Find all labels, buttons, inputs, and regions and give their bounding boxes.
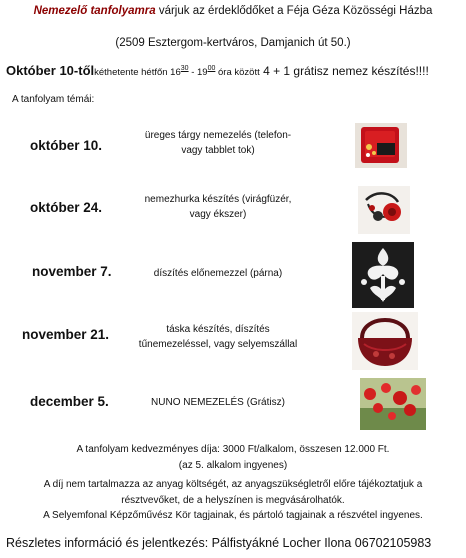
felt-jewelry-image bbox=[358, 186, 410, 234]
felt-bag-illustration bbox=[352, 312, 418, 370]
session-description bbox=[118, 323, 318, 352]
session-desc-line: NUNO NEMEZELÉS (Grátisz) bbox=[151, 397, 285, 408]
session-date: november 7. bbox=[32, 264, 112, 279]
session-description bbox=[118, 193, 318, 222]
session-description bbox=[118, 129, 318, 158]
poppies-illustration bbox=[360, 378, 426, 430]
ornament-illustration bbox=[352, 242, 414, 308]
session-desc-line: díszítés előnemezzel (párna) bbox=[153, 268, 283, 279]
session-description bbox=[118, 267, 318, 282]
phone-case-image bbox=[355, 123, 407, 168]
intro-line bbox=[0, 5, 466, 17]
materials-line: A díj nem tartalmazza az anyag költségét, az anyagszükségletről előre tájékoztatjuk a bbox=[43, 479, 423, 490]
session-date: október 24. bbox=[30, 200, 103, 215]
schedule-offer: 4 + 1 grátisz nemez készítés!!!! bbox=[259, 64, 429, 78]
schedule-frequency: kéthetente hétfőn 16 bbox=[94, 67, 181, 78]
felt-jewelry-illustration bbox=[358, 186, 410, 234]
session-date: november 21. bbox=[22, 327, 110, 342]
session-desc-line: tűnemezeléssel, vagy selyemszállal bbox=[138, 338, 298, 350]
schedule-hours: óra között bbox=[215, 67, 260, 78]
time-start-minutes: 30 bbox=[180, 65, 189, 72]
schedule-line bbox=[6, 63, 466, 78]
start-date: Október 10-től bbox=[6, 63, 95, 78]
course-name: Nemezelő tanfolyamra bbox=[33, 5, 156, 17]
session-desc-line: nemezhurka készítés (virágfüzér, bbox=[144, 194, 292, 205]
felt-bag-image bbox=[352, 312, 418, 370]
session-description bbox=[118, 396, 318, 411]
time-end-minutes: 00 bbox=[207, 65, 216, 72]
session-date: október 10. bbox=[30, 138, 103, 153]
session-desc-line: vagy ékszer) bbox=[189, 208, 247, 220]
contact-line: Részletes információ és jelentkezés: Pálfistyákné Locher Ilona 06702105983 bbox=[6, 536, 432, 550]
price-line: A tanfolyam kedvezményes díja: 3000 Ft/alkalom, összesen 12.000 Ft. bbox=[76, 444, 390, 455]
session-desc-line: üreges tárgy nemezelés (telefon- bbox=[144, 130, 292, 141]
schedule-dash: - 19 bbox=[188, 67, 208, 78]
phone-case-illustration bbox=[355, 123, 407, 168]
course-info bbox=[0, 442, 466, 524]
price-note: (az 5. alkalom ingyenes) bbox=[178, 459, 288, 471]
ornament-cushion-image bbox=[352, 242, 414, 308]
session-desc-line: táska készítés, díszítés bbox=[166, 324, 270, 335]
members-line: A Selyemfonal Képzőművész Kör tagjainak, és pártoló tagjainak a részvétel ingyenes. bbox=[43, 510, 423, 521]
session-desc-line: vagy tabblet tok) bbox=[181, 144, 255, 156]
topics-heading: A tanfolyam témái: bbox=[12, 94, 95, 105]
materials-line: résztvevőket, de a helyszínen is megvásárolhatók. bbox=[121, 494, 345, 506]
poppies-nuno-image bbox=[360, 378, 426, 430]
intro-text: várjuk az érdeklődőket a Féja Géza Közösségi Házba bbox=[155, 5, 433, 17]
session-date: december 5. bbox=[30, 394, 109, 409]
venue-address: (2509 Esztergom-kertváros, Damjanich út 50.) bbox=[115, 37, 351, 49]
